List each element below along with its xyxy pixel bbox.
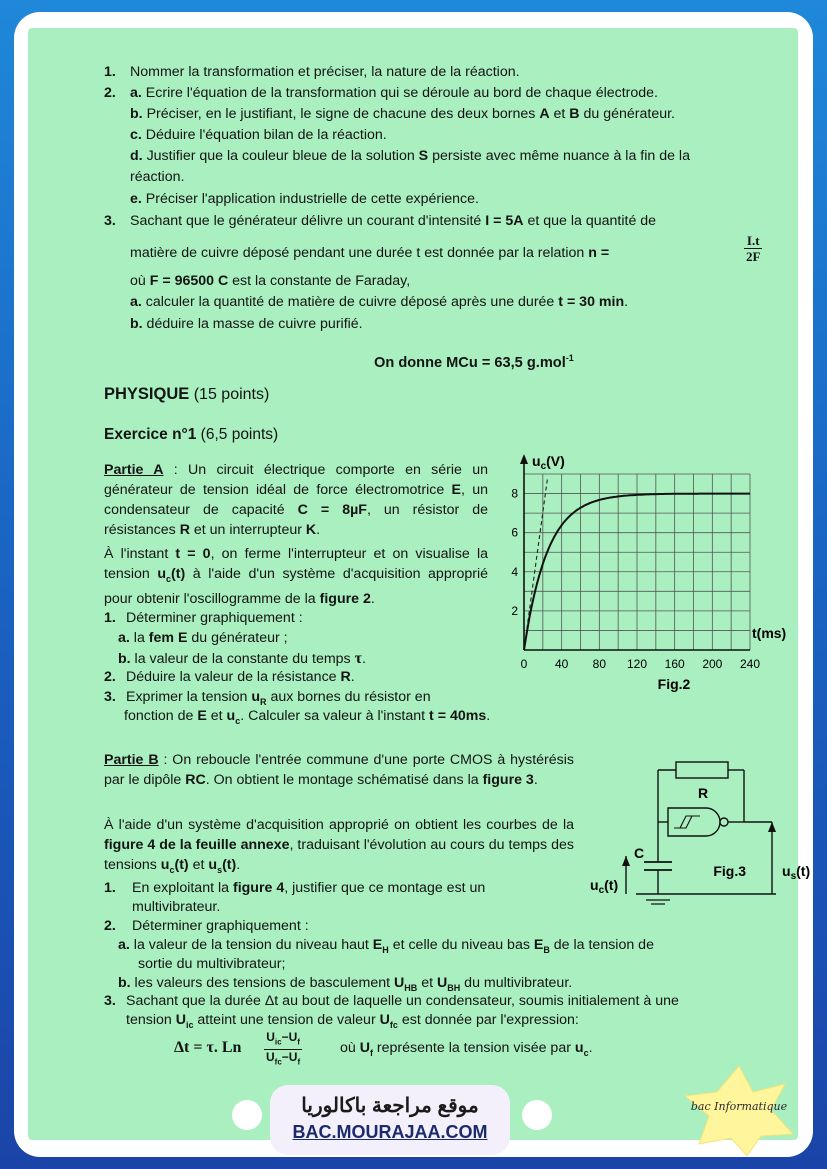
question-number: 3. (104, 993, 116, 1009)
us-label: $u_s(t)$ (782, 863, 811, 882)
site-logo-icon (522, 1100, 552, 1130)
inverter-bubble-icon (720, 818, 728, 826)
sub-question-b: b. la valeur de la constante du temps τ. (118, 650, 366, 667)
formula-lhs: Δt = τ. Ln (174, 1039, 242, 1056)
capacitor-label: C (634, 845, 645, 861)
sub-question-a-cont: sortie du multivibrateur; (138, 956, 286, 972)
y-axis-label: $u_c(V)$ (532, 453, 565, 472)
y-tick-label: 6 (511, 525, 518, 540)
x-tick-label: 120 (626, 657, 648, 671)
question-number: 2. (104, 669, 116, 685)
question-number: 1. (104, 880, 116, 896)
resistor-icon (676, 762, 728, 778)
sub-question-e: e. Préciser l'application industrielle de cette expérience. (130, 191, 479, 207)
question-number: 1. (104, 610, 116, 626)
sub-question-c: c. Déduire l'équation bilan de la réaction. (130, 127, 387, 143)
question-text: Nommer la transformation et préciser, la nature de la réaction. (130, 64, 520, 80)
x-tick-label: 200 (702, 657, 723, 671)
question-number: 2. (104, 918, 116, 934)
figure-caption: Fig.2 (657, 676, 691, 692)
corner-logo (675, 1062, 803, 1158)
x-tick-label: 80 (592, 657, 607, 671)
y-tick-label: 8 (511, 486, 518, 501)
arrow-up-icon (768, 822, 776, 832)
sub-question-a: a. la valeur de la tension du niveau haut $E_H$ et celle du niveau bas $E_B$ de la tension de (118, 937, 654, 955)
question-text: Déduire la valeur de la résistance R. (126, 669, 355, 685)
uc-label: $u_c(t)$ (590, 877, 619, 896)
question-number: 1. (104, 64, 116, 80)
x-tick-label: 40 (554, 657, 569, 671)
partA-text: À l'instant t = 0, on ferme l'interrupteur et on visualise la tension $u_c(t)$ à l'aide d'un système d'acquisition approprié pour obtenir l'oscillogramme de la figure 2. (104, 546, 488, 607)
cmos-gate-icon (668, 808, 720, 836)
question-text: Sachant que le générateur délivre un courant d'intensité I = 5A et que la quantité de (130, 213, 657, 229)
x-tick-label: 0 (520, 657, 528, 671)
question-text: Déterminer graphiquement : (132, 918, 309, 934)
question-number: 3. (104, 213, 116, 229)
exercise-title: Exercice n°1 (6,5 points) (104, 426, 279, 443)
question-text: Déterminer graphiquement : (126, 610, 303, 626)
site-url-link[interactable]: BAC.MOURAJAA.COM (292, 1122, 488, 1142)
given-data: On donne MCu = 63,5 g.mol$^{-1}$ (374, 353, 574, 371)
sub-question-b: b. déduire la masse de cuivre purifié. (130, 316, 363, 332)
y-axis-arrow-icon (520, 454, 528, 464)
site-name-arabic: موقع مراجعة باكالوريا (301, 1095, 479, 1117)
question-text: Sachant que la durée Δt au bout de laquelle un condensateur, soumis initialement à une (126, 993, 679, 1009)
sub-question-a: a. Ecrire l'équation de la transformation qui se déroule au bord de chaque électrode. (130, 85, 659, 101)
site-logo-icon (232, 1100, 262, 1130)
question-number: 3. (104, 689, 116, 705)
x-tick-label: 240 (739, 657, 761, 671)
y-tick-label: 4 (511, 564, 518, 579)
question-text: matière de cuivre déposé pendant une durée t est donnée par la relation n = (130, 245, 610, 261)
sub-question-d-cont: réaction. (130, 169, 185, 185)
sub-question-d: d. Justifier que la couleur bleue de la solution S persiste avec même nuance à la fin de la (130, 148, 690, 164)
sub-question-a: a. la fem E du générateur ; (118, 630, 288, 646)
question-text: En exploitant la figure 4, justifier que ce montage est un (132, 880, 486, 896)
faraday-fraction: $\frac{I.t}{2F}$ (746, 233, 761, 264)
hysteresis-icon (680, 816, 700, 828)
fig2-chart (496, 446, 796, 696)
hysteresis-icon (674, 816, 700, 828)
arrow-up-icon (622, 856, 630, 866)
exam-sheet (28, 28, 811, 1140)
resistor-label: R (698, 785, 709, 801)
figure-caption: Fig.3 (713, 863, 746, 879)
question-text: où F = 96500 C est la constante de Faraday, (130, 273, 411, 289)
y-tick-label: 2 (511, 603, 518, 618)
fig3-circuit (576, 752, 811, 908)
sub-question-a: a. calculer la quantité de matière de cuivre déposé après une durée t = 30 min. (130, 294, 629, 310)
partA-intro: Partie A : Un circuit électrique comporte en série un générateur de tension idéal de force électromotrice E, un condensateur de capacité C = 8µF, un résistor de résistances R et un interrupteur K. (104, 462, 489, 538)
sub-question-b: b. les valeurs des tensions de basculement $U_{HB}$ et $U_{BH}$ du multivibrateur. (118, 975, 573, 993)
formula-note: où $U_f$ représente la tension visée par $u_c$. (340, 1040, 593, 1058)
question-text: fonction de E et $u_c$. Calculer sa valeur à l'instant t = 40ms. (124, 708, 491, 726)
corner-logo-text: bac Informatique (690, 1100, 788, 1113)
section-title: PHYSIQUE (15 points) (104, 385, 270, 403)
x-axis-label: t(ms) (752, 625, 787, 641)
question-text: Exprimer la tension $u_R$ aux bornes du résistor en (126, 689, 431, 707)
question-number: 2. (104, 85, 116, 101)
sub-question-b: b. Préciser, en le justifiant, le signe de chacune des deux bornes A et B du générateur. (130, 106, 675, 122)
partB-text: À l'aide d'un système d'acquisition approprié on obtient les courbes de la figure 4 de la feuille annexe, traduisant l'évolution au cours du temps des tensions $u_c(t)$ et $u_s(t)$. (104, 817, 574, 875)
question-text: multivibrateur. (132, 899, 221, 915)
site-badge[interactable] (270, 1085, 510, 1155)
question-text: tension $U_{ic}$ atteint une tension de valeur $U_{fc}$ est donnée par l'expression: (126, 1012, 579, 1030)
partB-intro: Partie B : On reboucle l'entrée commune d'une porte CMOS à hystérésis par le dipôle RC. On obtient le montage schématisé dans la figure 3. (104, 752, 574, 788)
formula-fraction: $U_{ic}-U_f$ $U_{fc}-U_f$ (266, 1030, 301, 1067)
x-tick-label: 160 (664, 657, 685, 671)
